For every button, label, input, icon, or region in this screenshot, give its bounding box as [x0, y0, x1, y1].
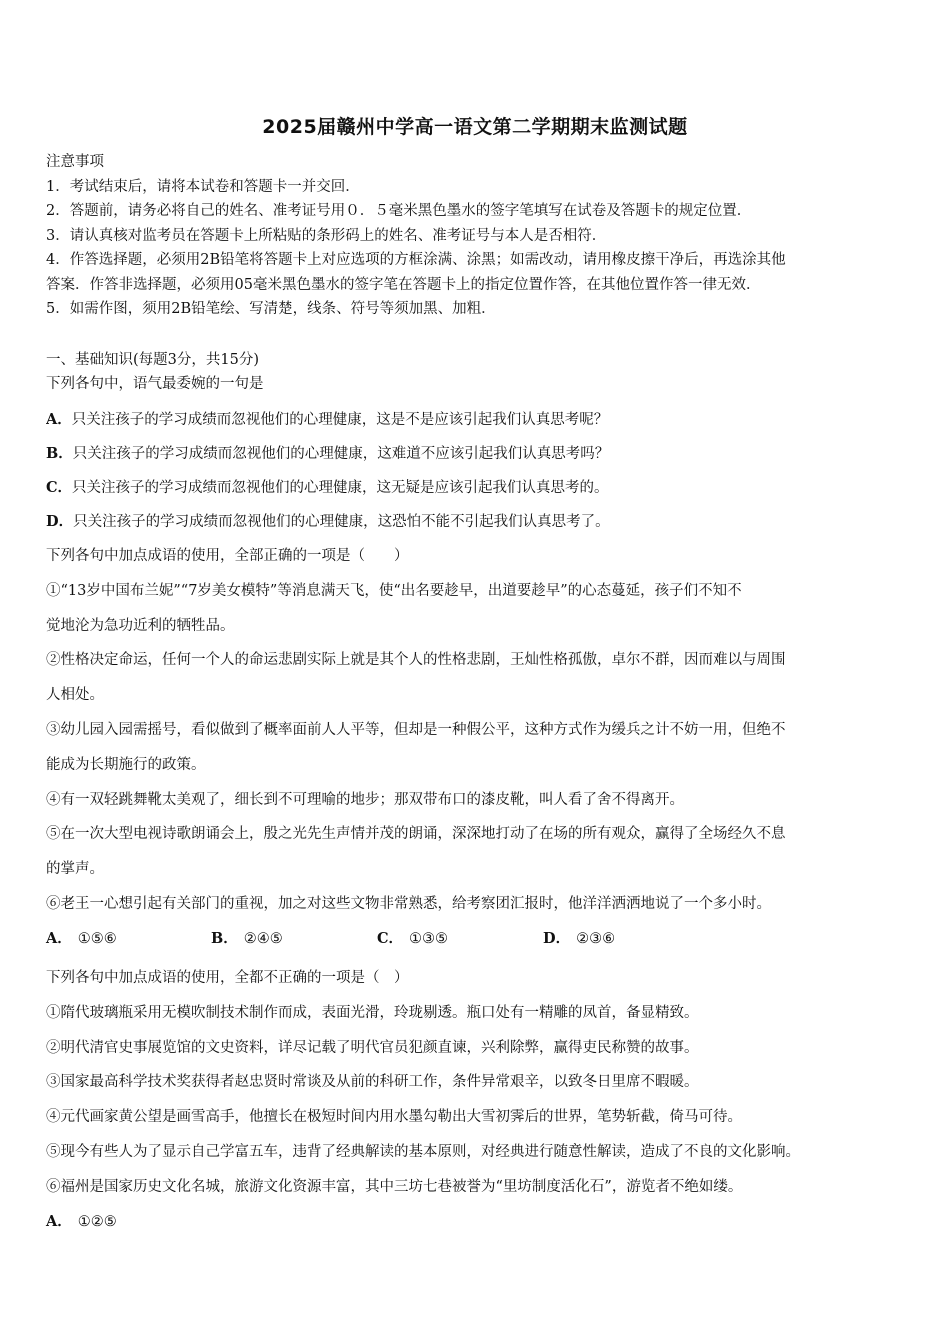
question-3-sentence: ③国家最高科学技术奖获得者赵忠贤时常谈及从前的科研工作，条件异常艰辛，以致冬日里席不暇暖。 — [46, 1074, 699, 1091]
notes-heading: 注意事项 — [46, 154, 104, 170]
question-3-sentence: ①隋代玻璃瓶采用无模吹制技术制作而成，表面光滑，玲珑剔透。瓶口处有一精雕的凤首，备显精致。 — [46, 1004, 699, 1021]
question-3-options — [46, 1205, 916, 1239]
question-2-sentence: 人相处。 — [46, 687, 104, 704]
option-text: ②④⑤ — [243, 930, 283, 947]
option-letter: A． — [46, 929, 72, 947]
question-3-sentence: ②明代清官史事展览馆的文史资料，详尽记载了明代官员犯颜直谏，兴利除弊，赢得吏民称赞的故事。 — [46, 1039, 699, 1056]
option-c — [46, 471, 916, 505]
question-2-sentence: ⑤在一次大型电视诗歌朗诵会上，殷之光先生声情并茂的朗诵，深深地打动了在场的所有观众，赢得了全场经久不息 — [46, 826, 786, 843]
option-text: ①②⑤ — [77, 1213, 117, 1230]
note-line: 3．请认真核对监考员在答题卡上所粘贴的条形码上的姓名、准考证号与本人是否相符． — [46, 227, 607, 244]
option-b — [211, 922, 377, 956]
option-a — [46, 403, 916, 437]
option-text: 只关注孩子的学习成绩而忽视他们的心理健康，这恐怕不能不引起我们认真思考了。 — [73, 514, 610, 530]
section-heading: 一、基础知识(每题3分，共15分) — [46, 352, 259, 368]
note-line: 答案．作答非选择题，必须用05毫米黑色墨水的签字笔在答题卡上的指定位置作答，在其他位置作答一律无效． — [46, 276, 761, 293]
question-2-options — [46, 922, 916, 956]
question-2-sentence: 的掌声。 — [46, 861, 104, 878]
option-d — [543, 922, 615, 956]
option-letter: B． — [46, 445, 73, 462]
option-text: ②③⑥ — [576, 930, 616, 947]
option-letter: C． — [377, 929, 404, 947]
note-line: 4．作答选择题，必须用2B铅笔将答题卡上对应选项的方框涂满、涂黑；如需改动，请用橡皮擦干净后，再选涂其他 — [46, 252, 786, 268]
option-letter: C． — [46, 479, 73, 496]
notes-section — [46, 150, 916, 322]
question-1-stem: 下列各句中，语气最委婉的一句是 — [46, 376, 264, 392]
question-3 — [46, 961, 916, 1239]
option-text: 只关注孩子的学习成绩而忽视他们的心理健康，这是不是应该引起我们认真思考呢？ — [71, 412, 609, 428]
option-text: 只关注孩子的学习成绩而忽视他们的心理健康，这无疑是应该引起我们认真思考的。 — [72, 480, 609, 496]
option-letter: D． — [46, 513, 74, 530]
option-letter: A． — [46, 411, 72, 428]
option-text: 只关注孩子的学习成绩而忽视他们的心理健康，这难道不应该引起我们认真思考吗？ — [72, 446, 610, 462]
option-d — [46, 505, 916, 539]
question-2-sentence: ②性格决定命运，任何一个人的命运悲剧实际上就是其个人的性格悲剧，王灿性格孤傲，卓尔不群，因而难以与周围 — [46, 652, 786, 669]
question-2-sentence: 能成为长期施行的政策。 — [46, 756, 206, 773]
question-2-sentence: ①“13岁中国布兰妮”“7岁美女模特”等消息满天飞，使“出名要趁早，出道要趁早”的心态蔓延，孩子们不知不 — [46, 582, 742, 599]
question-3-sentence: ⑤现今有些人为了显示自己学富五车，违背了经典解读的基本原则，对经典进行随意性解读，造成了不良的文化影响。 — [46, 1143, 800, 1160]
section-basic — [46, 348, 916, 396]
option-letter: B． — [211, 929, 238, 947]
option-a — [46, 922, 211, 956]
note-line: 1．考试结束后，请将本试卷和答题卡一并交回． — [46, 178, 360, 195]
question-3-sentence: ⑥福州是国家历史文化名城，旅游文化资源丰富，其中三坊七巷被誉为“里坊制度活化石”，游览者不绝如缕。 — [46, 1178, 743, 1195]
question-2-sentence: 觉地沦为急功近利的牺牲品。 — [46, 617, 235, 634]
option-text: ①③⑤ — [409, 930, 449, 947]
option-text: ①⑤⑥ — [77, 930, 117, 947]
question-2-stem: 下列各句中加点成语的使用，全部正确的一项是（ ） — [46, 548, 409, 564]
question-1-options — [46, 403, 916, 539]
note-line: 2．答题前，请务必将自己的姓名、准考证号用０．５毫米黑色墨水的签字笔填写在试卷及答题卡的规定位置． — [46, 203, 752, 219]
option-letter: D． — [543, 929, 571, 947]
page-title: 2025届赣州中学高一语文第二学期期末监测试题 — [262, 116, 688, 138]
option-c — [377, 922, 543, 956]
question-2 — [46, 539, 916, 956]
question-2-sentence: ③幼儿园入园需摇号，看似做到了概率面前人人平等，但却是一种假公平，这种方式作为缓兵之计不妨一用，但绝不 — [46, 721, 786, 738]
option-a — [46, 1205, 117, 1239]
question-3-sentence: ④元代画家黄公望是画雪高手，他擅长在极短时间内用水墨勾勒出大雪初霁后的世界，笔势斩截，倚马可待。 — [46, 1109, 742, 1126]
question-2-sentence: ④有一双轻跳舞靴太美观了，细长到不可理喻的地步；那双带布口的漆皮靴，叫人看了舍不得离开。 — [46, 791, 684, 808]
option-letter: A． — [46, 1212, 72, 1230]
option-b — [46, 437, 916, 471]
note-line: 5．如需作图，须用2B铅笔绘、写清楚，线条、符号等须加黑、加粗． — [46, 301, 496, 317]
question-2-sentence: ⑥老王一心想引起有关部门的重视，加之对这些文物非常熟悉，给考察团汇报时，他洋洋洒洒地说了一个多小时。 — [46, 895, 771, 912]
question-3-stem: 下列各句中加点成语的使用，全都不正确的一项是（ ） — [46, 970, 409, 986]
